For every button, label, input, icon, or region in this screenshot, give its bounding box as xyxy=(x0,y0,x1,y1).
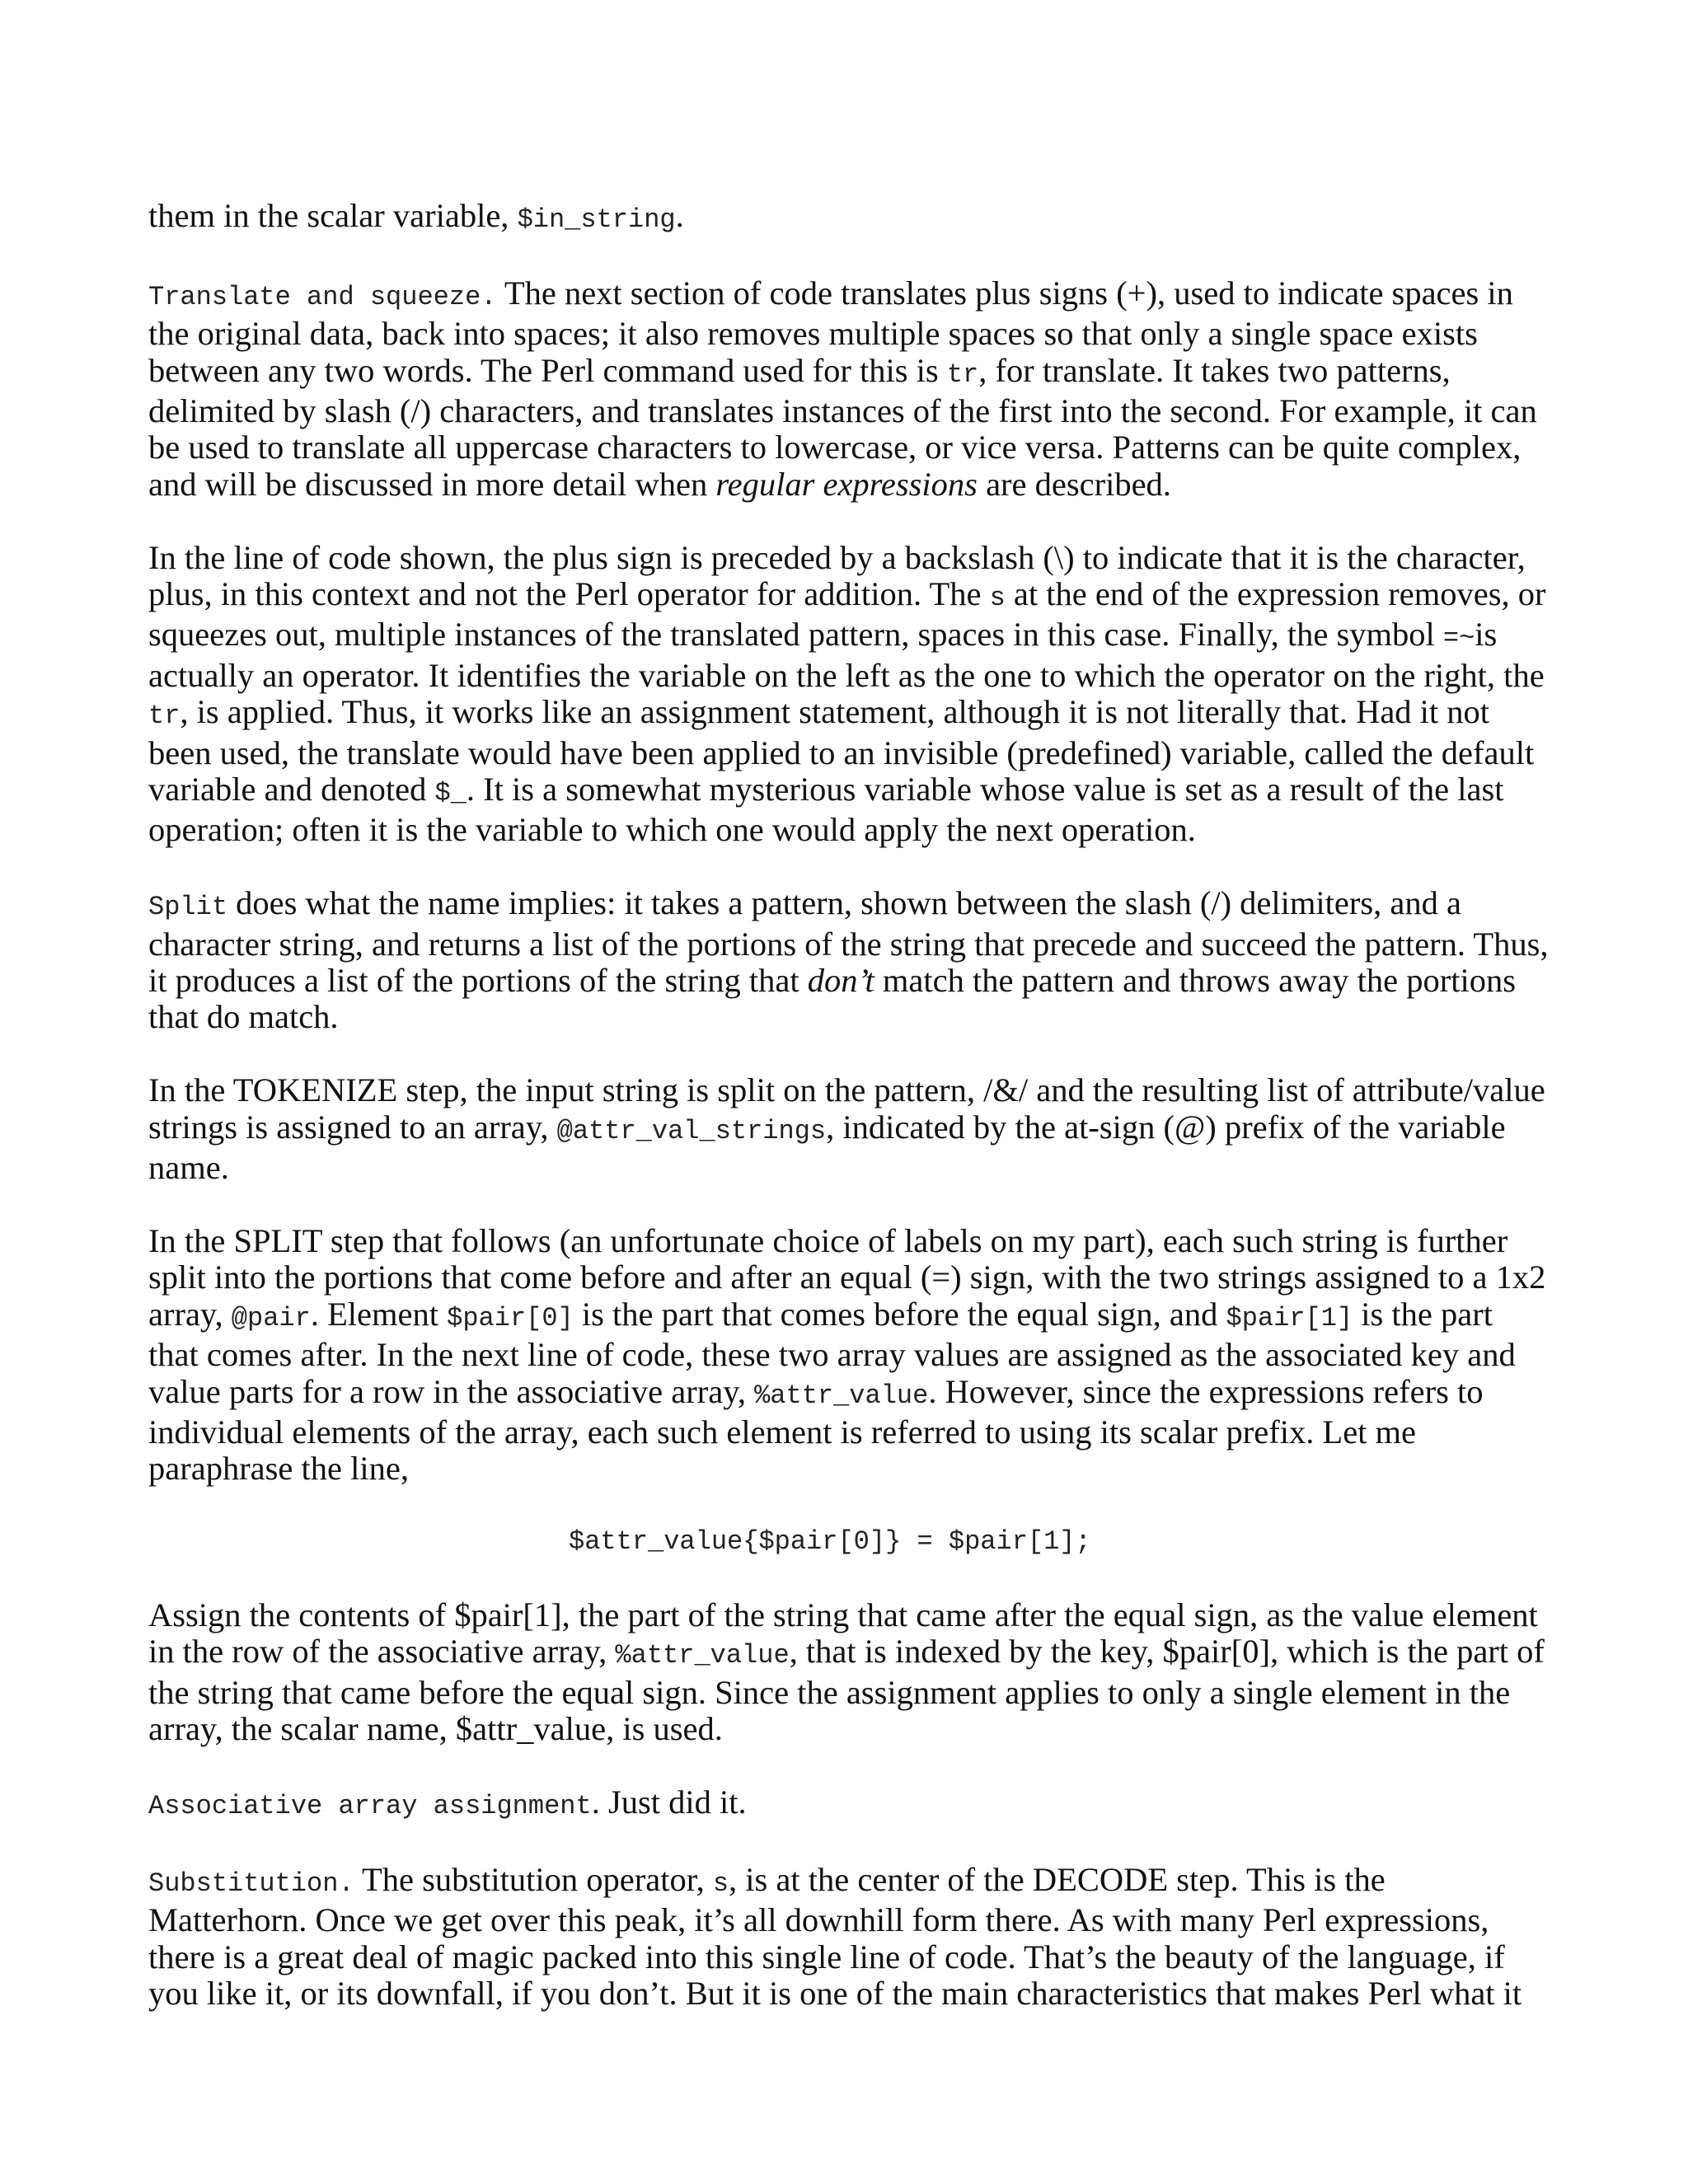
emphasis-dont: don’t xyxy=(807,962,874,1000)
text: at the end of the expression removes, or squeezes out, multiple instances of the translated pattern, spaces in this case. Finally, the symbol xyxy=(148,575,1546,654)
emphasis-regular-expressions: regular expressions xyxy=(715,465,978,503)
text: . Just did it. xyxy=(591,1783,747,1821)
document-page xyxy=(148,198,1550,2049)
code-attr-val-strings: @attr_val_strings xyxy=(556,1115,827,1146)
text: , is applied. Thus, it works like an assignment statement, although it is not literally that. Had it not been used, the translate would have been applied to an invisible (predefined) variable, called the default variable and denoted xyxy=(148,693,1535,808)
text: is the part that comes before the equal sign, and xyxy=(573,1295,1226,1333)
paragraph-substitution xyxy=(148,1862,1550,2013)
text: , is at the center of the DECODE step. This is the Matterhorn. Once we get over this peak, it’s all downhill form there. As with many Perl expressions, there is a great deal of magic packed into this single line of code. That’s the beauty of the language, if you like it, or its downfall, if you don’t. But it is one of the main characteristics that makes Perl what it xyxy=(148,1860,1522,2012)
code-split: Split xyxy=(148,892,228,923)
code-binding-operator: =~ xyxy=(1442,623,1475,654)
text: Assign the contents of $pair[1], the part of the string that came after the equal sign, as the value element in the row of the associative array, xyxy=(148,1596,1538,1671)
code-s: s xyxy=(712,1868,729,1899)
paragraph-split-step xyxy=(148,1223,1550,1488)
text: , indicated by the at-sign (@) prefix of the variable name. xyxy=(148,1108,1506,1187)
paragraph-scalar-variable xyxy=(148,198,1550,238)
section-heading-associative-array-assignment: Associative array assignment xyxy=(148,1790,592,1821)
code-attr-value: %attr_value xyxy=(754,1380,929,1411)
text: is the part that comes after. In the next line of code, these two array values are assigned as the associated key and value parts for a row in the associative array, xyxy=(148,1295,1516,1410)
text: . Element xyxy=(310,1295,448,1333)
text: are described. xyxy=(977,465,1171,503)
section-heading-translate-and-squeeze: Translate and squeeze. xyxy=(148,281,497,312)
section-heading-substitution: Substitution. xyxy=(148,1868,354,1899)
text: The substitution operator, xyxy=(354,1860,713,1898)
text: is actually an operator. It identifies the variable on the left as the one to which the operator on the right, the xyxy=(148,616,1545,694)
text: . However, since the expressions refers to individual elements of the array, each such element is referred to using its scalar prefix. Let me paraphrase the line, xyxy=(148,1372,1484,1488)
text: , that is indexed by the key, $pair[0], which is the part of the string that came before the equal sign. Since the assignment applies to only a single element in the array, the scalar name, $attr_value, is used. xyxy=(148,1633,1545,1748)
code-pair-0: $pair[0] xyxy=(447,1302,574,1333)
paragraph-translate-squeeze xyxy=(148,275,1550,503)
text: In the SPLIT step that follows (an unfortunate choice of labels on my part), each such string is further split into the portions that come before and after an equal (=) sign, with the two strings assigned to a 1x2 array, xyxy=(148,1221,1546,1333)
text: In the line of code shown, the plus sign is preceded by a backslash (\) to indicate that it is the character, plus, in this context and not the Perl operator for addition. The xyxy=(148,538,1526,613)
text: match the pattern and throws away the portions that do match. xyxy=(148,962,1517,1036)
code-in-string: $in_string xyxy=(517,204,676,235)
paragraph-backslash-operator xyxy=(148,540,1550,849)
paragraph-tokenize xyxy=(148,1072,1550,1186)
text: In the TOKENIZE step, the input string is split on the pattern, /&/ and the resulting list of attribute/value strings is assigned to an array, xyxy=(148,1071,1545,1146)
text: does what the name implies: it takes a pattern, shown between the slash (/) delimiters, and a character string, and returns a list of the portions of the string that precede and succeed the pattern. Thus, it produces a list of the portions of the string that xyxy=(148,884,1549,1000)
code-pair: @pair xyxy=(231,1302,311,1333)
paragraph-assign-contents xyxy=(148,1597,1550,1748)
text: . It is a somewhat mysterious variable whose value is set as a result of the last operation; often it is the variable to which one would apply the next operation. xyxy=(148,771,1504,849)
text: . xyxy=(675,197,684,234)
code-example-line: $attr_value{$pair[0]} = $pair[1]; xyxy=(569,1526,1091,1558)
code-s: s xyxy=(989,583,1006,614)
text: The next section of code translates plus signs (+), used to indicate spaces in the original data, back into spaces; it also removes multiple spaces so that only a single space exists between any two words. The Perl command used for this is xyxy=(148,274,1513,389)
code-tr: tr xyxy=(148,701,181,732)
text: them in the scalar variable, xyxy=(148,197,518,234)
code-default-variable: $_ xyxy=(434,778,467,809)
text: , for translate. It takes two patterns, delimited by slash (/) characters, and translates instances of the first into the second. For example, it can be used to translate all uppercase characters to lowercase, or vice versa. Patterns can be quite complex, and will be discussed in more detail when xyxy=(148,351,1537,503)
code-tr: tr xyxy=(946,359,979,390)
code-pair-1: $pair[1] xyxy=(1226,1302,1353,1333)
code-attr-value: %attr_value xyxy=(615,1640,790,1671)
paragraph-split xyxy=(148,885,1550,1036)
paragraph-associative-array-assignment xyxy=(148,1784,1550,1825)
